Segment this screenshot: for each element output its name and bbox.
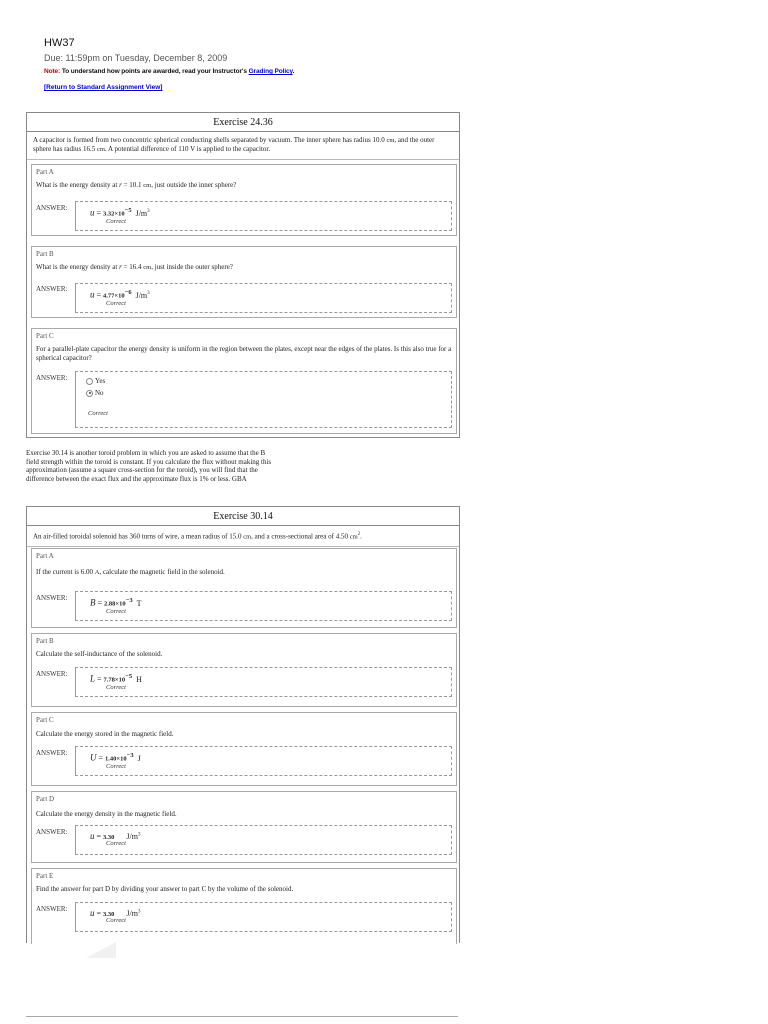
answer-box xyxy=(75,283,452,313)
page-footer-rule xyxy=(26,1016,458,1017)
part-label: Part B xyxy=(36,637,54,645)
correct-status: Correct xyxy=(106,218,126,225)
part-question: What is the energy density at r = 10.1 cm, just outside the inner sphere? xyxy=(36,181,237,189)
part-question: For a parallel-plate capacitor the energy density is uniform in the region between the plates, except near the edges of the plates. Is this also true for a spherical capacitor? xyxy=(36,345,452,362)
exercise-intro: An air-filled toroidal solenoid has 360 turns of wire, a mean radius of 15.0 cm, and a cross-sectional area of 4.50 $cm^2$. xyxy=(27,526,459,547)
part-label: Part A xyxy=(36,552,54,560)
answer-label: ANSWER: xyxy=(36,828,68,836)
correct-status: Correct xyxy=(106,763,126,770)
answer-label: ANSWER: xyxy=(36,285,68,293)
part-d xyxy=(31,791,457,863)
answer-box xyxy=(75,825,452,855)
correct-status: Correct xyxy=(106,917,126,924)
grading-note xyxy=(44,67,464,76)
instructor-comment: Exercise 30.14 is another toroid problem in which you are asked to assume that the B field strength within the toroid is constant. If you calculate the flux without making this approximation (assume a square cross-section for the toroid), you will find that the difference between the exact flux and the approximate flux is 1% or less. GBA xyxy=(26,449,272,484)
part-question: Calculate the energy density in the magnetic field. xyxy=(36,810,177,818)
answer-label: ANSWER: xyxy=(36,749,68,757)
part-c xyxy=(31,712,457,786)
due-date: Due: 11:59pm on Tuesday, December 8, 2009 xyxy=(44,53,228,63)
part-e xyxy=(31,868,457,944)
option-label: Yes xyxy=(95,377,106,385)
part-c xyxy=(31,328,457,434)
part-b xyxy=(31,633,457,707)
part-label: Part E xyxy=(36,872,54,880)
answer-box xyxy=(75,591,452,621)
answer-label: ANSWER: xyxy=(36,594,68,602)
answer-value: $u = 3.32\times 10^{-5}$ $J/m^3$ xyxy=(90,207,150,218)
answer-box xyxy=(75,667,452,697)
answer-value: u = 3.30 $J/m^3$ xyxy=(90,908,141,918)
part-question: Calculate the energy stored in the magnetic field. xyxy=(36,730,174,738)
option-label: No xyxy=(95,389,104,397)
decorative-shadow xyxy=(86,942,116,958)
answer-box xyxy=(75,746,452,776)
radio-yes[interactable] xyxy=(86,378,93,385)
part-a xyxy=(31,164,457,236)
answer-label: ANSWER: xyxy=(36,374,68,382)
correct-status: Correct xyxy=(106,840,126,847)
correct-status: Correct xyxy=(106,684,126,691)
answer-label: ANSWER: xyxy=(36,204,68,212)
return-to-standard-view-link[interactable]: [Return to Standard Assignment View] xyxy=(44,84,163,91)
correct-status: Correct xyxy=(106,608,126,615)
part-b xyxy=(31,246,457,318)
grading-policy-link[interactable]: Grading Policy xyxy=(248,68,293,75)
answer-label: ANSWER: xyxy=(36,670,68,678)
exercise-title: Exercise 30.14 xyxy=(27,507,459,526)
radio-no[interactable] xyxy=(86,390,93,397)
answer-label: ANSWER: xyxy=(36,905,68,913)
answer-box xyxy=(75,371,452,428)
assignment-title: HW37 xyxy=(44,37,75,49)
option-yes[interactable] xyxy=(86,377,105,385)
exercise-24-36 xyxy=(26,112,460,438)
answer-value: u = 3.30 $J/m^3$ xyxy=(90,831,141,841)
answer-value: $U = 1.40\times 10^{-3}$ J xyxy=(90,752,141,763)
note-suffix: . xyxy=(292,68,295,75)
option-no[interactable] xyxy=(86,389,104,397)
part-question: If the current is 6.00 A, calculate the magnetic field in the solenoid. xyxy=(36,568,225,576)
answer-value: $L = 7.78\times 10^{-5}$ H xyxy=(90,673,142,684)
answer-value: $u = 4.77\times 10^{-6}$ $J/m^3$ xyxy=(90,289,150,300)
answer-box xyxy=(75,902,452,932)
part-label: Part C xyxy=(36,716,54,724)
part-a xyxy=(31,548,457,628)
part-label: Part A xyxy=(36,168,54,176)
part-label: Part C xyxy=(36,332,54,340)
part-question: Calculate the self-inductance of the solenoid. xyxy=(36,650,163,658)
part-question: Find the answer for part D by dividing your answer to part C by the volume of the solenoid. xyxy=(36,885,294,893)
note-prefix: Note: xyxy=(44,68,61,75)
part-question: What is the energy density at r = 16.4 cm, just inside the outer sphere? xyxy=(36,263,233,271)
exercise-title: Exercise 24.36 xyxy=(27,113,459,132)
part-label: Part B xyxy=(36,250,54,258)
note-text: To understand how points are awarded, read your Instructor's xyxy=(61,68,247,75)
answer-box xyxy=(75,201,452,231)
correct-status: Correct xyxy=(106,300,126,307)
part-label: Part D xyxy=(36,795,55,803)
exercise-30-14 xyxy=(26,506,460,943)
exercise-intro: A capacitor is formed from two concentric spherical conducting shells separated by vacuum. The inner sphere has radius 10.0 cm, and the outer sphere has radius 16.5 cm. A potential difference of 110 V is applied to the capacitor. xyxy=(27,132,459,160)
correct-status: Correct xyxy=(88,410,108,417)
answer-value: $B = 2.88\times 10^{-3}$ T xyxy=(90,597,142,608)
assignment-header xyxy=(44,36,464,94)
